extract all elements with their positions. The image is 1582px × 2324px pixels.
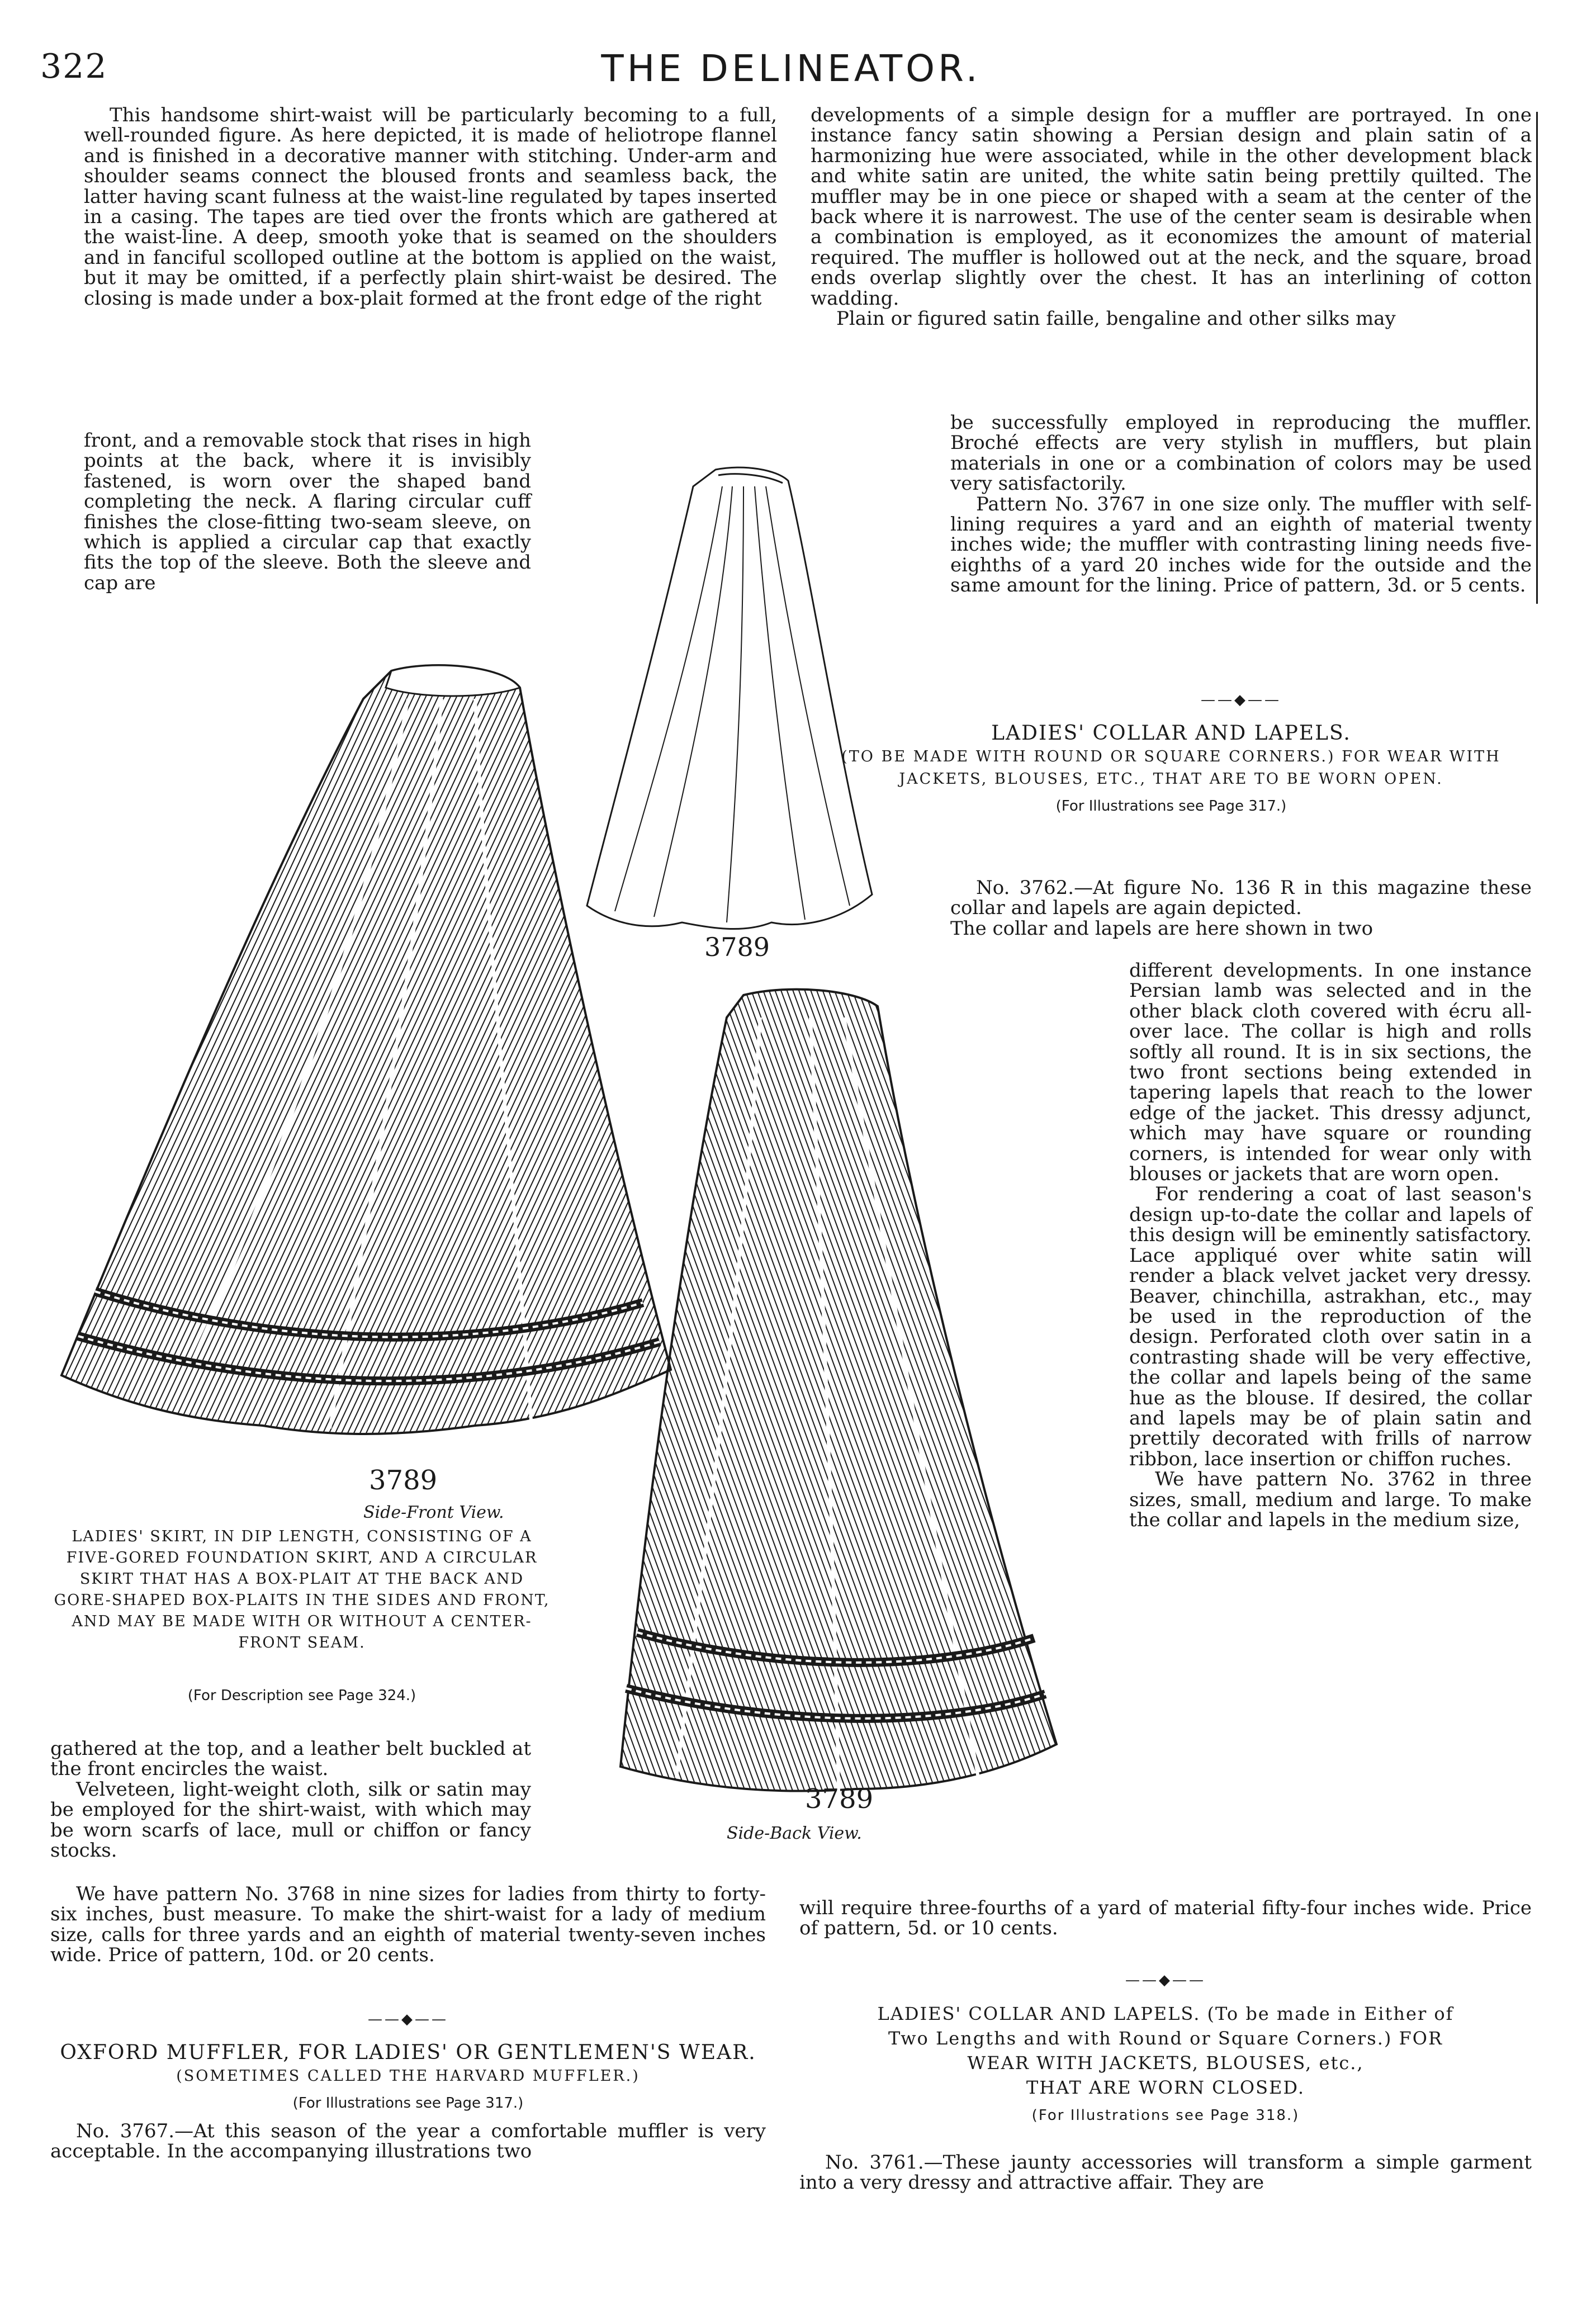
shirtwaist-closing-para-1: gathered at the top, and a leather belt buckled at the front encircles the waist. bbox=[50, 1738, 531, 1781]
collar-1-intro bbox=[950, 878, 1532, 939]
figure-label-side-back: Side-Back View. bbox=[727, 1824, 862, 1843]
collar-lapels-closed-section bbox=[799, 2001, 1532, 2133]
oxford-subheading: (SOMETIMES CALLED THE HARVARD MUFFLER.) bbox=[176, 2067, 640, 2085]
muffler-para-1: developments of a simple design for a muffler are portrayed. In one instance fancy satin showing a Persian design and plain satin of a harmonizing hue were associated, while in the other development black and white satin are united, the white satin being prettily quilted. The muffler may be in one piece or shaped with a seam at the center of the back where it is narrowest. The use of the center seam is desirable when a combination is employed, as it economizes the amount of material required. The muffler is hollowed out at the neck, and the square, broad ends overlap slightly over the chest. It has an interlining of cotton wadding. bbox=[811, 104, 1532, 310]
skirt-caption-reference: (For Description see Page 324.) bbox=[187, 1687, 416, 1704]
oxford-para: No. 3767.—At this season of the year a comfortable muffler is very acceptable. In the accompanying illustrations two bbox=[50, 2120, 766, 2163]
figure-label-side-front: Side-Front View. bbox=[363, 1503, 504, 1522]
collar-2-heading-line-4: THAT ARE WORN CLOSED. bbox=[1026, 2077, 1305, 2098]
collar-1-para-3-narrow: We have pattern No. 3762 in three sizes, small, medium and large. To make the collar and lapels in the medium size, bbox=[1129, 1468, 1532, 1531]
shirtwaist-para-full: This handsome shirt-waist will be particularly becoming to a full, well-rounded figure. As here depicted, it is made of heliotrope flannel and is finished in a decorative manner with stitching. Under-arm and shoulder seams connect the bloused fronts and seamless back, the latter having scant fulness at the waist-line regulated by tapes inserted in a casing. The tapes are tied over the fronts which are gathered at the waist-line. A deep, smooth yoke that is seamed on the shoulders and in fanciful scolloped outline at the bottom is applied on the waist, but it may be omitted, if a perfectly plain shirt-waist be desired. The closing is made under a box-plait formed at the front edge of the right bbox=[84, 104, 777, 310]
shirtwaist-closing-para-2: Velveteen, light-weight cloth, silk or satin may be employed for the shirt-waist, with which may be worn scarfs of lace, mull or chiffon or fancy stocks. bbox=[50, 1778, 531, 1862]
muffler-continuation-narrow bbox=[950, 413, 1532, 596]
collar-1-para-narrow: different developments. In one instance Persian lamb was selected and in the other black cloth covered with écru all-over lace. The collar is high and rolls softly all round. It is in six sections, the two front sections being extended in tapering lapels that reach to the lower edge of the jacket. This dressy adjunct, which may have square or rounding corners, is intended for wear only with blouses or jackets that are worn open. bbox=[1129, 959, 1532, 1186]
muffler-para-3: Pattern No. 3767 in one size only. The muffler with self-lining requires a yard and an eighth of material twenty inches wide; the muffler with contrasting lining needs five-eighths of a yard 20 inches wide for the outside and the same amount for the lining. Price of pattern, 3d. or 5 cents. bbox=[950, 493, 1532, 597]
collar-1-body bbox=[1129, 960, 1532, 1530]
shirtwaist-description-continued bbox=[84, 430, 531, 593]
muffler-continuation bbox=[811, 105, 1532, 329]
oxford-reference: (For Illustrations see Page 317.) bbox=[292, 2095, 524, 2112]
shirtwaist-closing bbox=[50, 1739, 531, 1861]
figure-number-small: 3789 bbox=[704, 932, 770, 962]
collar-lapels-open-section bbox=[811, 721, 1532, 824]
collar-1-para-start: No. 3762.—At figure No. 136 R in this magazine these collar and lapels are again depicted. bbox=[950, 877, 1532, 920]
page-title: THE DELINEATOR. bbox=[601, 47, 981, 90]
column-rule bbox=[1536, 112, 1538, 604]
skirt-caption: LADIES' SKIRT, IN DIP LENGTH, CONSISTING OF A FIVE-GORED FOUNDATION SKIRT, AND A CIRCULAR SKIRT THAT HAS A BOX-PLAIT AT THE BACK AND GORE-SHAPED BOX-PLAITS IN THE SIDES AND FRONT, AND MAY BE MADE WITH OR WITHOUT A CENTER-FRONT SEAM. bbox=[54, 1528, 550, 1651]
section-divider-left: ——◆—— bbox=[368, 2011, 448, 2028]
muffler-para-2-first: Plain or figured satin faille, bengaline and other silks may bbox=[836, 307, 1396, 330]
oxford-muffler-section bbox=[50, 2041, 766, 2162]
shirtwaist-description bbox=[84, 105, 777, 309]
muffler-para-2-rest: be successfully employed in reproducing the muffler. Broché effects are very stylish in mufflers, but plain materials in one or a combination of colors may be used very satisfactorily. bbox=[950, 411, 1532, 495]
shirtwaist-pattern-para: We have pattern No. 3768 in nine sizes for ladies from thirty to forty-six inches, bust measure. To make the shirt-waist for a lady of medium size, calls for three yards and an eighth of material twenty-seven inches wide. Price of pattern, 10d. or 20 cents. bbox=[50, 1883, 766, 1967]
collar-1-reference: (For Illustrations see Page 317.) bbox=[1055, 798, 1287, 815]
collar-1-para-2: For rendering a coat of last season's design up-to-date the collar and lapels of this design will be eminently satisfactory. Lace appliqué over white satin will render a black velvet jacket very dressy. Beaver, chinchilla, astrakhan, etc., may be used in the reproduction of the design. Perforated cloth over satin in a contrasting shade will be very effective, the collar and lapels being of the same hue as the blouse. If desired, the collar and lapels may be of plain satin and prettily decorated with frills of narrow ribbon, lace insertion or chiffon ruches. bbox=[1129, 1183, 1532, 1470]
collar-2-heading-line-3: WEAR WITH JACKETS, BLOUSES, etc., bbox=[967, 2052, 1364, 2074]
collar-2-body bbox=[799, 2152, 1532, 2193]
shirtwaist-para-narrow: front, and a removable stock that rises in high points at the back, where it is invisibly fastened, is worn over the shaped band completing the neck. A flaring circular cuff finishes the close-fitting two-seam sleeve, on which is applied a circular cap that exactly fits the top of the sleeve. Both the sleeve and cap are bbox=[84, 429, 531, 594]
page-number: 322 bbox=[40, 47, 108, 86]
collar-1-pattern-info bbox=[799, 1898, 1532, 1939]
collar-2-heading-line-2: Two Lengths and with Round or Square Corners.) FOR bbox=[888, 2028, 1443, 2049]
section-divider-right-2: ——◆—— bbox=[1125, 1972, 1206, 1989]
collar-2-heading-line-1: LADIES' COLLAR AND LAPELS. (To be made in Either of bbox=[877, 2003, 1454, 2024]
section-divider-right-1: ——◆—— bbox=[1201, 692, 1281, 708]
figure-number-side-back: 3789 bbox=[805, 1783, 874, 1815]
skirt-illustration-side-back bbox=[576, 984, 1079, 1823]
oxford-heading: OXFORD MUFFLER, FOR LADIES' OR GENTLEMEN'S WEAR. bbox=[60, 2041, 756, 2064]
figure-number-side-front: 3789 bbox=[369, 1465, 438, 1496]
collar-2-para: No. 3761.—These jaunty accessories will transform a simple garment into a very dressy and attractive affair. They are bbox=[799, 2151, 1532, 2194]
shirtwaist-pattern-info bbox=[50, 1884, 766, 1966]
collar-1-subheading: (TO BE MADE WITH ROUND OR SQUARE CORNERS.) FOR WEAR WITH JACKETS, BLOUSES, ETC., THAT ARE TO BE WORN OPEN. bbox=[841, 748, 1501, 788]
collar-2-reference: (For Illustrations see Page 318.) bbox=[1031, 2107, 1300, 2124]
collar-1-para-3-full: will require three-fourths of a yard of material fifty-four inches wide. Price of pattern, 5d. or 10 cents. bbox=[799, 1897, 1532, 1940]
collar-1-para-mid: The collar and lapels are here shown in two bbox=[950, 917, 1373, 940]
collar-1-heading: LADIES' COLLAR AND LAPELS. bbox=[991, 722, 1351, 745]
